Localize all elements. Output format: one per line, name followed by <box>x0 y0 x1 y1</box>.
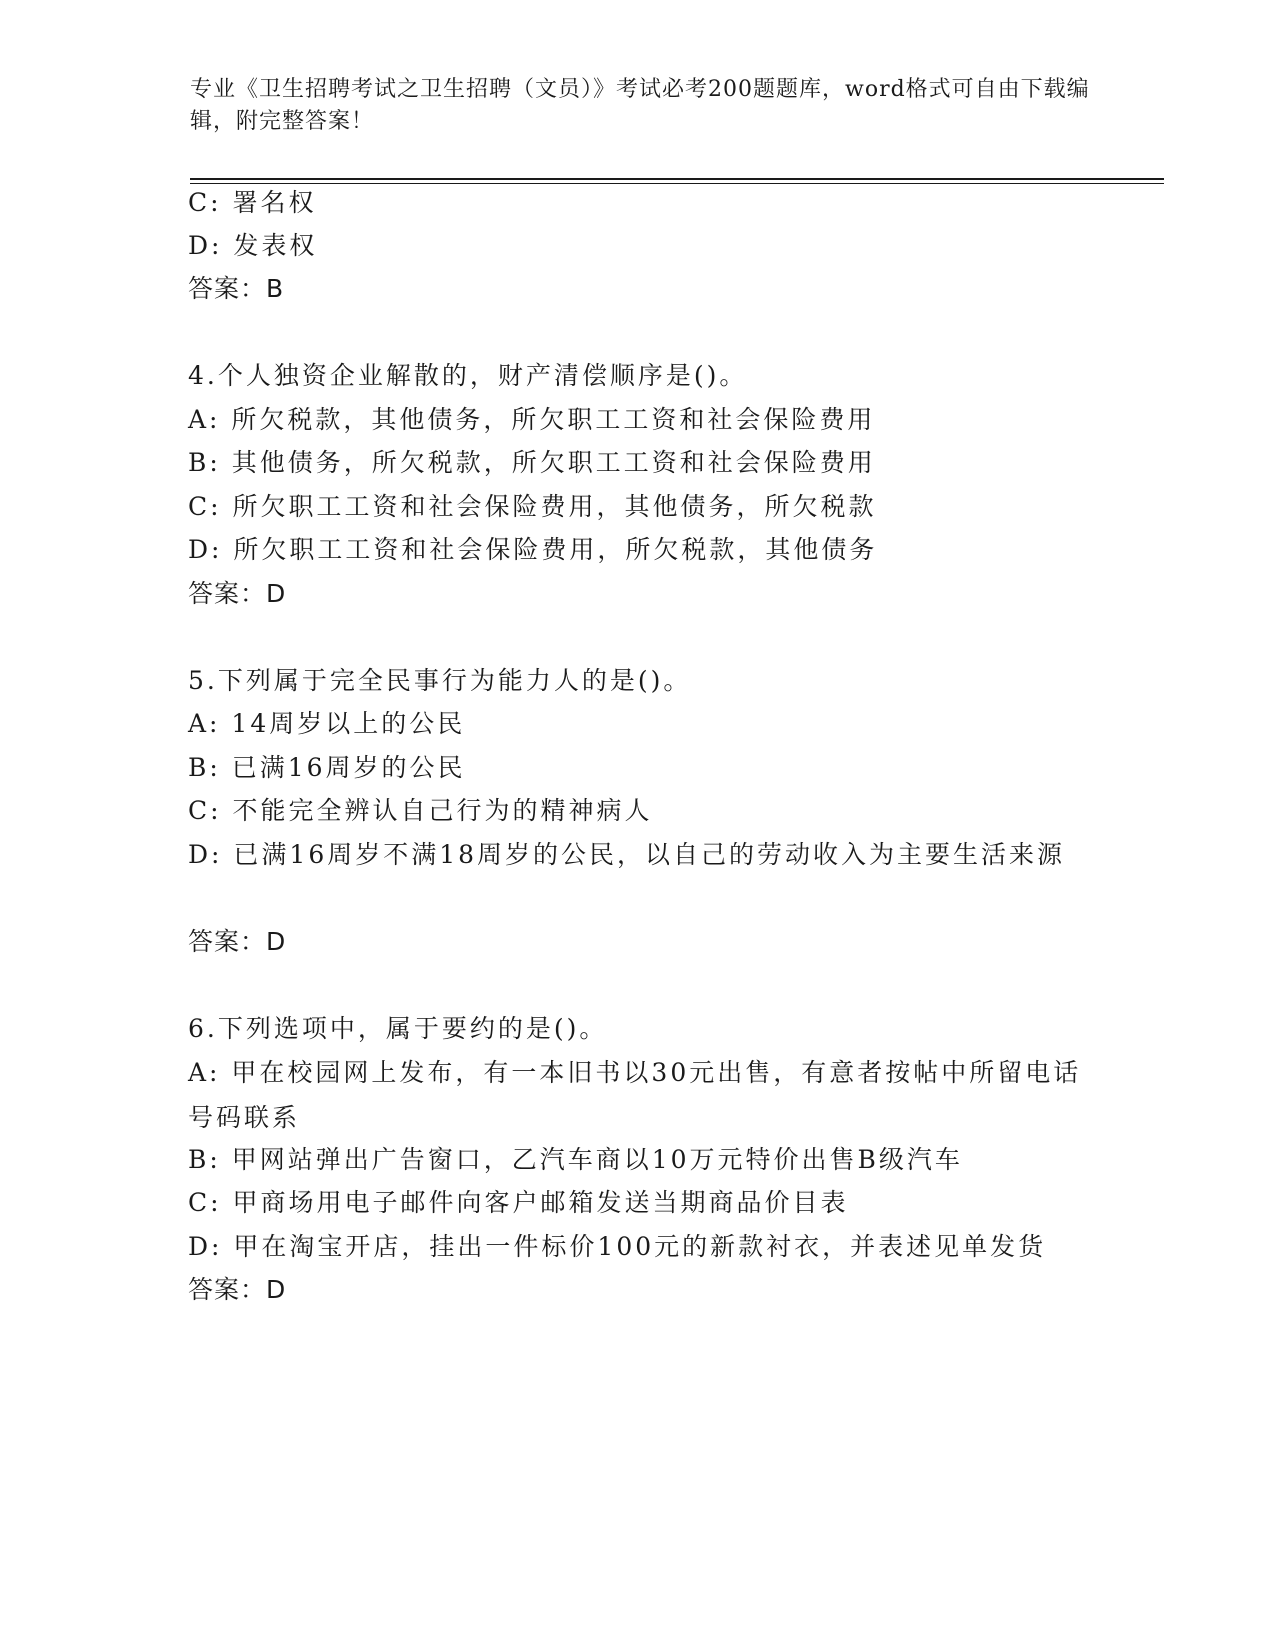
q4-option-c: C: 所欠职工工资和社会保险费用，其他债务，所欠税款 <box>188 492 877 521</box>
header-rule-thick <box>190 178 1164 180</box>
q6-option-b: B: 甲网站弹出广告窗口，乙汽车商以10万元特价出售B级汽车 <box>188 1145 963 1174</box>
q5-answer: 答案：D <box>188 927 287 956</box>
q5-option-b: B: 已满16周岁的公民 <box>188 753 466 782</box>
q4-option-a: A: 所欠税款，其他债务，所欠职工工资和社会保险费用 <box>188 405 876 434</box>
q4-question: 4.个人独资企业解散的，财产清偿顺序是()。 <box>188 361 748 390</box>
q4-option-d: D: 所欠职工工资和社会保险费用，所欠税款，其他债务 <box>188 535 878 564</box>
document-header: 专业《卫生招聘考试之卫生招聘（文员）》考试必考200题题库，word格式可自由下载编辑，附完整答案！ <box>190 77 1090 134</box>
q6-option-c: C: 甲商场用电子邮件向客户邮箱发送当期商品价目表 <box>188 1188 849 1217</box>
q5-question: 5.下列属于完全民事行为能力人的是()。 <box>188 666 692 695</box>
q6-answer: 答案：D <box>188 1275 287 1304</box>
header-rule-thin <box>190 183 1164 184</box>
q5-option-c: C: 不能完全辨认自己行为的精神病人 <box>188 796 653 825</box>
q3-answer: 答案：B <box>188 274 285 303</box>
q4-option-b: B: 其他债务，所欠税款，所欠职工工资和社会保险费用 <box>188 448 876 477</box>
q6-option-a: A: 甲在校园网上发布，有一本旧书以30元出售，有意者按帖中所留电话号码联系 <box>188 1058 1082 1132</box>
q5-option-a: A: 14周岁以上的公民 <box>188 709 466 738</box>
q6-question: 6.下列选项中，属于要约的是()。 <box>188 1014 608 1043</box>
q3-option-d: D: 发表权 <box>188 231 318 260</box>
q4-answer: 答案：D <box>188 579 287 608</box>
q3-option-c: C: 署名权 <box>188 188 317 217</box>
q6-option-d: D: 甲在淘宝开店，挂出一件标价100元的新款衬衣，并表述见单发货 <box>188 1232 1047 1261</box>
q5-option-d: D: 已满16周岁不满18周岁的公民，以自己的劳动收入为主要生活来源 <box>188 840 1066 869</box>
